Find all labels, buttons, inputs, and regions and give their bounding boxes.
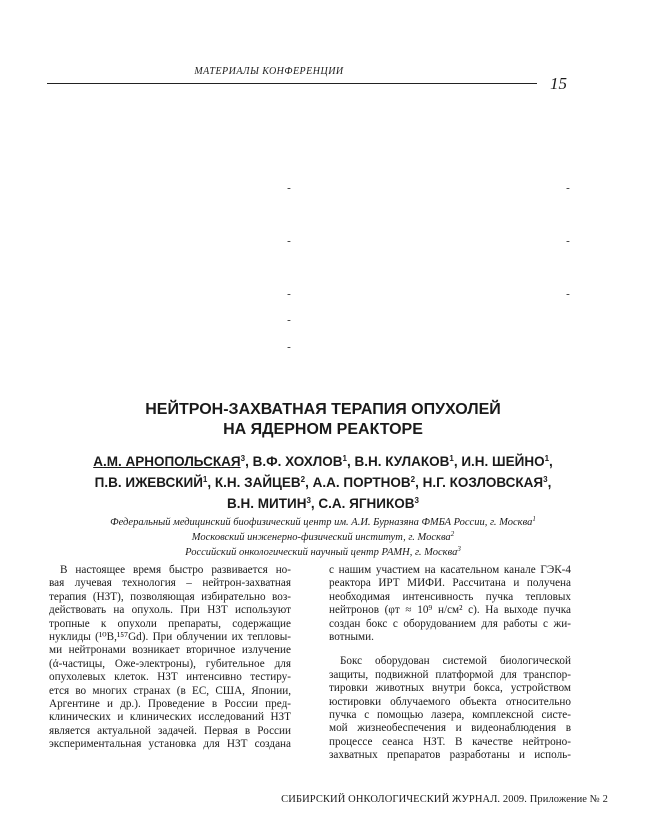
author-affiliation-mark: 2 bbox=[410, 475, 416, 484]
body-line: действовать на опухоль. При НЗТ используют bbox=[49, 604, 291, 617]
affiliation bbox=[0, 530, 646, 545]
body-line: реактора ИРТ МИФИ. Рассчитана и получена bbox=[329, 577, 571, 590]
author-affiliation-mark: 1 bbox=[449, 454, 454, 463]
author-name: А.М. АРНОПОЛЬСКАЯ bbox=[93, 454, 241, 469]
stray-mark: - bbox=[287, 341, 291, 353]
stray-mark: - bbox=[287, 182, 291, 194]
page-number: 15 bbox=[550, 74, 567, 93]
journal-footer: СИБИРСКИЙ ОНКОЛОГИЧЕСКИЙ ЖУРНАЛ. 2009. Приложение № 2 bbox=[281, 794, 608, 805]
author-affiliation-mark: 2 bbox=[300, 475, 306, 484]
author-name: П.В. ИЖЕВСКИЙ bbox=[94, 475, 203, 490]
body-line: с нашим участием на касательном канале ГЭК-4 bbox=[329, 564, 571, 576]
body-line: опухолевых клеток. НЗТ интенсивно тестиру- bbox=[49, 671, 291, 684]
author-affiliation-mark: 1 bbox=[544, 454, 550, 463]
author-affiliation-mark: 1 bbox=[342, 454, 347, 463]
author-affiliation-mark: 1 bbox=[202, 475, 208, 484]
author-name: В.Н. МИТИН bbox=[227, 496, 307, 511]
body-line: защиты, подвижной платформой для транспор- bbox=[329, 668, 571, 681]
body-line: В настоящее время быстро развивается но- bbox=[60, 564, 291, 576]
body-line: необходимая интенсивность пучка тепловых bbox=[329, 590, 571, 603]
body-line: ми нейтронами возникает вторичное излучение bbox=[49, 644, 291, 657]
title-line: НЕЙТРОН-ЗАХВАТНАЯ ТЕРАПИЯ ОПУХОЛЕЙ bbox=[145, 401, 501, 418]
stray-mark: - bbox=[566, 235, 570, 247]
body-column-left bbox=[49, 564, 291, 752]
affiliation bbox=[0, 545, 646, 560]
author-name: Н.Г. КОЗЛОВСКАЯ bbox=[422, 475, 544, 490]
body-line: процессе сеанса НЗТ. В качестве нейтроно- bbox=[329, 735, 571, 748]
body-line: захватных препаратов разработаны и исполь- bbox=[329, 749, 571, 762]
affiliation-number: 2 bbox=[450, 530, 455, 538]
body-line: (ά-частицы, Оже-электроны), губительное для bbox=[49, 657, 291, 670]
running-header: МАТЕРИАЛЫ КОНФЕРЕНЦИИ bbox=[194, 66, 344, 77]
author-name: К.Н. ЗАЙЦЕВ bbox=[214, 475, 301, 490]
affiliation-text: Московский инженерно-физический институт, г. Москва bbox=[191, 532, 451, 543]
stray-mark: - bbox=[287, 288, 291, 300]
body-line: терапия (НЗТ), позволяющая избирательно воз- bbox=[49, 590, 291, 603]
body-line: нейтронов (φт ≈ 10⁹ н/см² с). На выходе пучка bbox=[329, 604, 571, 617]
body-line: тировки животных внутри бокса, устройством bbox=[329, 682, 571, 695]
stray-mark: - bbox=[287, 314, 291, 326]
author-line: В.Н. МИТИН$^3$, С.А. ЯГНИКОВ$^3$ bbox=[227, 496, 419, 511]
body-line: экспериментальная установка для НЗТ создана bbox=[49, 738, 291, 751]
body-paragraph bbox=[329, 564, 571, 644]
author-line: А.М. АРНОПОЛЬСКАЯ$^3$, В.Ф. ХОХЛОВ$^1$, В.Н. КУЛАКОВ$^1$, И.Н. ШЕЙНО$^1$, bbox=[93, 454, 553, 469]
body-line: клинических и клинических исследований НЗТ bbox=[49, 711, 291, 724]
author-name: С.А. ЯГНИКОВ bbox=[318, 496, 415, 511]
body-line: Аргентине и др.). Проведение в России пред- bbox=[49, 698, 291, 711]
author-name: А.А. ПОРТНОВ bbox=[312, 475, 411, 490]
affiliation-number: 1 bbox=[532, 515, 536, 523]
stray-mark: - bbox=[566, 182, 570, 194]
body-line: создан бокс с оборудованием для работы с жи- bbox=[329, 617, 571, 630]
body-line: Бокс оборудован системой биологической bbox=[340, 655, 571, 668]
body-line: вотными. bbox=[329, 631, 374, 644]
body-line: нуклиды (¹⁰B,¹⁵⁷Gd). При облучении их тепловы- bbox=[49, 631, 291, 644]
header-rule bbox=[47, 83, 537, 84]
author-affiliation-mark: 3 bbox=[414, 496, 419, 505]
body-line: мой жизнеобеспечения и видеонаблюдения в bbox=[329, 722, 571, 735]
body-line: тропные к опухоли препараты, содержащие bbox=[49, 617, 291, 630]
article-title bbox=[0, 400, 646, 440]
affiliation-text: Российский онкологический научный центр РАМН, г. Москва bbox=[185, 547, 458, 558]
author-affiliation-mark: 3 bbox=[240, 454, 246, 463]
body-paragraph bbox=[49, 564, 291, 752]
affiliation-text: Федеральный медицинский биофизический центр им. А.И. Бурназяна ФМБА России, г. Москва bbox=[110, 517, 533, 528]
author-affiliation-mark: 3 bbox=[543, 475, 548, 484]
body-line: юстировки облучаемого объекта относительно bbox=[329, 695, 571, 708]
title-line: НА ЯДЕРНОМ РЕАКТОРЕ bbox=[223, 421, 423, 438]
stray-mark: - bbox=[287, 235, 291, 247]
body-column-right bbox=[329, 564, 571, 763]
author-affiliation-mark: 3 bbox=[306, 496, 311, 505]
body-paragraph bbox=[329, 655, 571, 762]
body-line: пучка с помощью лазера, комплексной систе- bbox=[329, 709, 571, 722]
body-line: ется во многих странах (в ЕС, США, Японии, bbox=[49, 684, 291, 697]
author-name: В.Ф. ХОХЛОВ bbox=[252, 454, 343, 469]
author-name: И.Н. ШЕЙНО bbox=[461, 454, 545, 469]
body-line: является актуальной задачей. Первая в России bbox=[49, 724, 291, 737]
affiliations bbox=[0, 515, 646, 560]
stray-mark: - bbox=[566, 288, 570, 300]
author-list bbox=[0, 451, 646, 514]
affiliation-number: 3 bbox=[457, 545, 461, 553]
author-line: П.В. ИЖЕВСКИЙ$^1$, К.Н. ЗАЙЦЕВ$^2$, А.А. ПОРТНОВ$^2$, Н.Г. КОЗЛОВСКАЯ$^3$, bbox=[94, 475, 552, 490]
body-line: вая лучевая технология – нейтрон-захватная bbox=[49, 577, 291, 590]
affiliation bbox=[0, 515, 646, 530]
author-name: В.Н. КУЛАКОВ bbox=[354, 454, 450, 469]
